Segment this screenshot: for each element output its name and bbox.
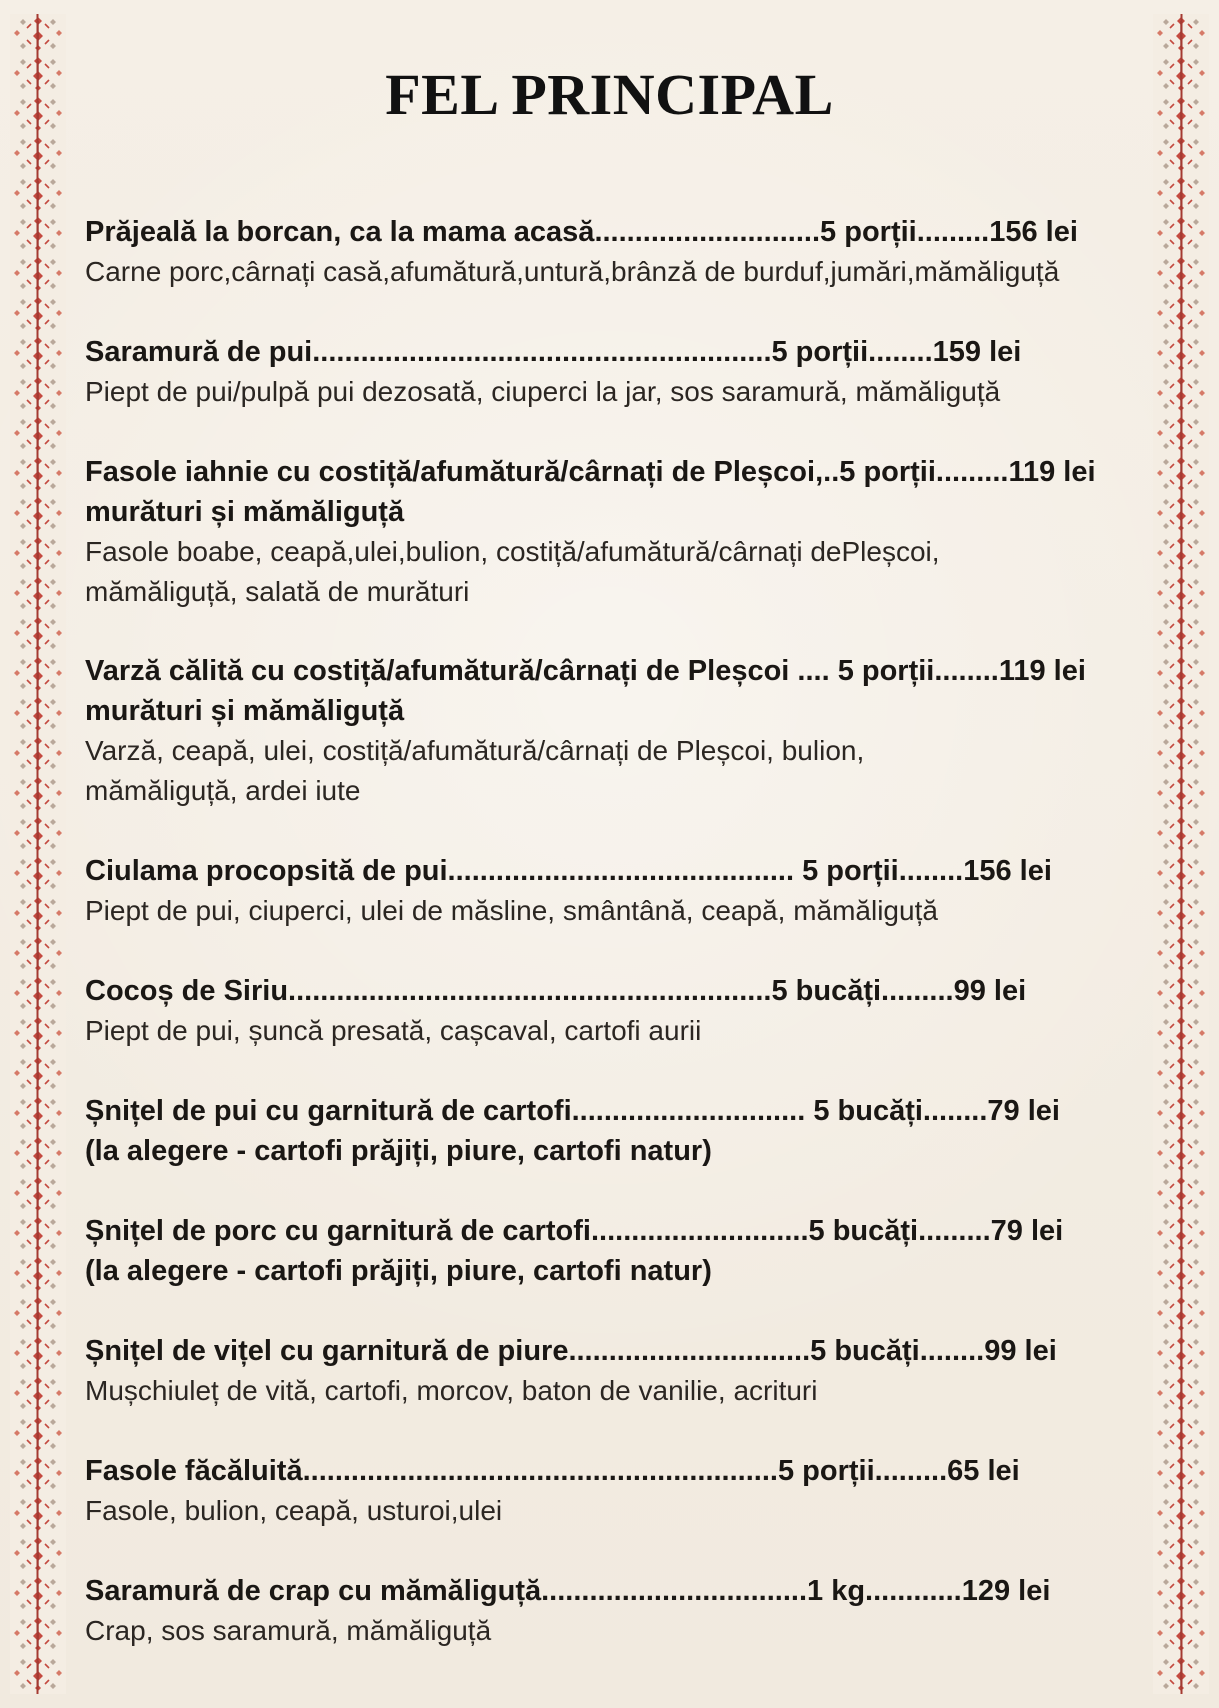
menu-item-title: Șnițel de porc cu garnitură de cartofi...........................5 bucăți.........79 lei — [85, 1215, 1064, 1247]
menu-item-title: Fasole făcăluită...........................................................5 porții.........65 lei — [85, 1455, 1020, 1487]
menu-item-title-continuation: murături și mămăliguță — [85, 496, 405, 528]
menu-item-title-continuation: (la alegere - cartofi prăjiți, piure, cartofi natur) — [85, 1255, 712, 1287]
menu-item — [85, 452, 1165, 612]
left-folk-border — [10, 14, 66, 1694]
menu-item — [85, 1331, 1165, 1411]
menu-item-title: Saramură de crap cu mămăliguță.................................1 kg............129 lei — [85, 1575, 1051, 1607]
menu-item — [85, 851, 1165, 931]
left-border-pattern — [10, 14, 66, 1694]
menu-item-description: Mușchiuleț de vită, cartofi, morcov, baton de vanilie, acrituri — [85, 1375, 818, 1406]
menu-item-description: Carne porc,cârnați casă,afumătură,untură,brânză de burduf,jumări,mămăliguță — [85, 256, 1060, 287]
menu-item-description: Crap, sos saramură, mămăliguță — [85, 1615, 492, 1646]
menu-item-title: Ciulama procopsită de pui........................................... 5 porții........156 lei — [85, 855, 1052, 887]
page-title: FEL PRINCIPAL — [385, 62, 834, 127]
menu-item-description: Varză, ceapă, ulei, costiță/afumătură/cârnați de Pleșcoi, bulion, — [85, 735, 865, 766]
menu-item-description: Piept de pui, șuncă presată, cașcaval, cartofi aurii — [85, 1015, 702, 1046]
menu-item — [85, 971, 1165, 1051]
menu-item-title: Șnițel de vițel cu garnitură de piure..............................5 bucăți........99 lei — [85, 1335, 1057, 1367]
menu-item — [85, 1211, 1165, 1291]
menu-item — [85, 651, 1165, 811]
menu-item-description: Fasole boabe, ceapă,ulei,bulion, costiță/afumătură/cârnați dePleșcoi, — [85, 536, 940, 567]
menu-item — [85, 332, 1165, 412]
menu-item — [85, 1451, 1165, 1531]
menu-item-title-continuation: murături și mămăliguță — [85, 695, 405, 727]
menu-item-description: mămăliguță, salată de murături — [85, 576, 470, 607]
menu-item-title: Cocoș de Siriu............................................................5 bucăți.........99 lei — [85, 975, 1027, 1007]
menu-item-title: Fasole iahnie cu costiță/afumătură/cârnați de Pleșcoi,..5 porții.........119 lei — [85, 456, 1096, 488]
menu-item — [85, 1571, 1165, 1651]
menu-item-title: Șnițel de pui cu garnitură de cartofi............................. 5 bucăți........79 lei — [85, 1095, 1060, 1127]
menu-item — [85, 1091, 1165, 1171]
menu-item-description: Piept de pui/pulpă pui dezosată, ciuperci la jar, sos saramură, mămăliguță — [85, 376, 1001, 407]
menu-item-title: Saramură de pui.........................................................5 porții........159 lei — [85, 336, 1022, 368]
menu-item-title: Varză călită cu costiță/afumătură/cârnați de Pleșcoi .... 5 porții........119 lei — [85, 655, 1086, 687]
menu-item-description: mămăliguță, ardei iute — [85, 775, 361, 806]
menu-item-title-continuation: (la alegere - cartofi prăjiți, piure, cartofi natur) — [85, 1135, 712, 1167]
menu-item-description: Piept de pui, ciuperci, ulei de măsline, smântână, ceapă, mămăliguță — [85, 895, 938, 926]
menu-item — [85, 212, 1165, 292]
menu-item-title: Prăjeală la borcan, ca la mama acasă............................5 porții.........156 lei — [85, 216, 1078, 248]
menu-item-description: Fasole, bulion, ceapă, usturoi,ulei — [85, 1495, 503, 1526]
